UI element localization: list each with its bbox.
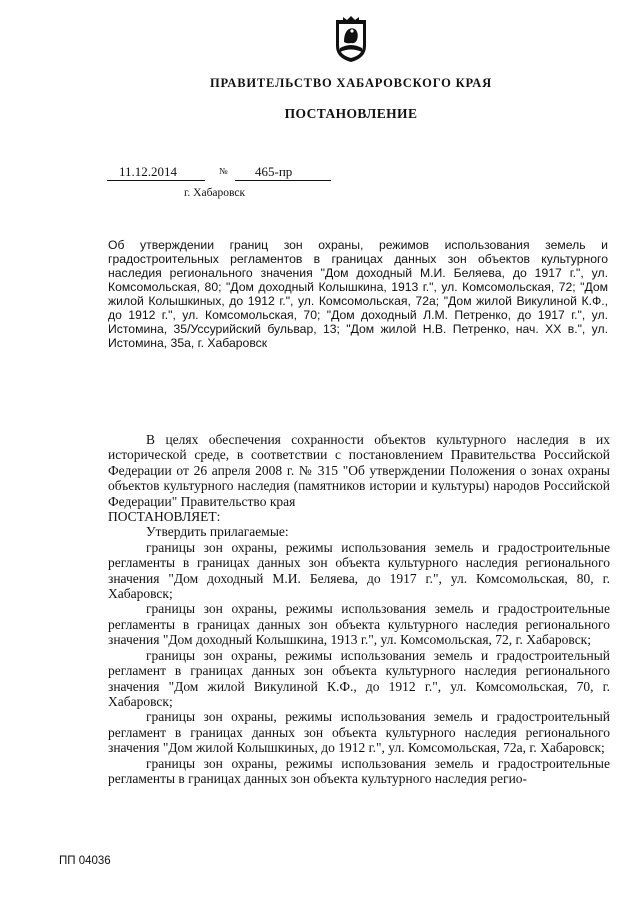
list-item: границы зон охраны, режимы использования земель и градостроительные регламенты в границах данных зон объекта культурного наследия регионального значения "Дом доходный Колышкина, 1913 г.", ул. Комсомольская, 72, г. Хабаровск;: [108, 601, 610, 648]
number-sign: №: [219, 166, 228, 176]
list-item: границы зон охраны, режимы использования земель и градостроительные регламенты в границах данных зон объекта культурного наследия регио-: [108, 755, 610, 786]
list-item: границы зон охраны, режимы использования земель и градостроительный регламент в границах данных зон объекта культурного наследия регионального значения "Дом жилой Викулиной К.Ф., до 1912 г.", ул. Комсомольская, 70, г. Хабаровск;: [108, 647, 610, 709]
document-type: ПОСТАНОВЛЕНИЕ: [284, 106, 418, 121]
document-body: [108, 432, 610, 786]
document-city: г. Хабаровск: [184, 187, 246, 199]
document-title: Об утверждении границ зон охраны, режимов использования земель и градостроительных регламентов в границах данных зон объектов культурного наследия регионального значения "Дом доходный М.И. Беляева, до 1917 г.", ул. Комсомольская, 80; "Дом доходный Колышкина, 1913 г.", ул. Комсомольская, 72; "Дом жилой Колышкиных, до 1912 г.", ул. Комсомольская, 72а; "Дом жилой Викулиной К.Ф., до 1912 г.", ул. Комсомольская, 70; "Дом доходный Л.М. Петренко, до 1917 г.", ул. Истомина, 35/Уссурийский бульвар, 13; "Дом жилой Н.В. Петренко, нач. XX в.", ул. Истомина, 35а, г. Хабаровск: [108, 238, 608, 350]
list-item: границы зон охраны, режимы использования земель и градостроительный регламент в границах данных зон объекта культурного наследия регионального значения "Дом жилой Колышкиных, до 1912 г.", ул. Комсомольская, 72а, г. Хабаровск;: [108, 709, 610, 756]
preamble-paragraph: В целях обеспечения сохранности объектов культурного наследия в их исторической среде, в соответствии с постановлением Правительства Российской Федерации от 26 апреля 2008 г. № 315 "Об утверждении Положения о зонах охраны объектов культурного наследия (памятников истории и культуры) народов Российской Федерации" Правительство края: [108, 432, 610, 509]
footer-code: ПП 04036: [59, 855, 111, 867]
resolves-heading: ПОСТАНОВЛЯЕТ:: [108, 509, 221, 525]
approve-line: Утвердить прилагаемые:: [146, 524, 289, 540]
government-name: ПРАВИТЕЛЬСТВО ХАБАРОВСКОГО КРАЯ: [210, 76, 492, 90]
document-number: 465-пр: [235, 164, 331, 181]
coat-of-arms-icon: [333, 14, 369, 64]
list-item: границы зон охраны, режимы использования земель и градостроительные регламенты в границах данных зон объекта культурного наследия регионального значения "Дом доходный М.И. Беляева, до 1917 г.", ул. Комсомольская, 80, г. Хабаровск;: [108, 539, 610, 602]
document-date: 11.12.2014: [107, 164, 205, 181]
